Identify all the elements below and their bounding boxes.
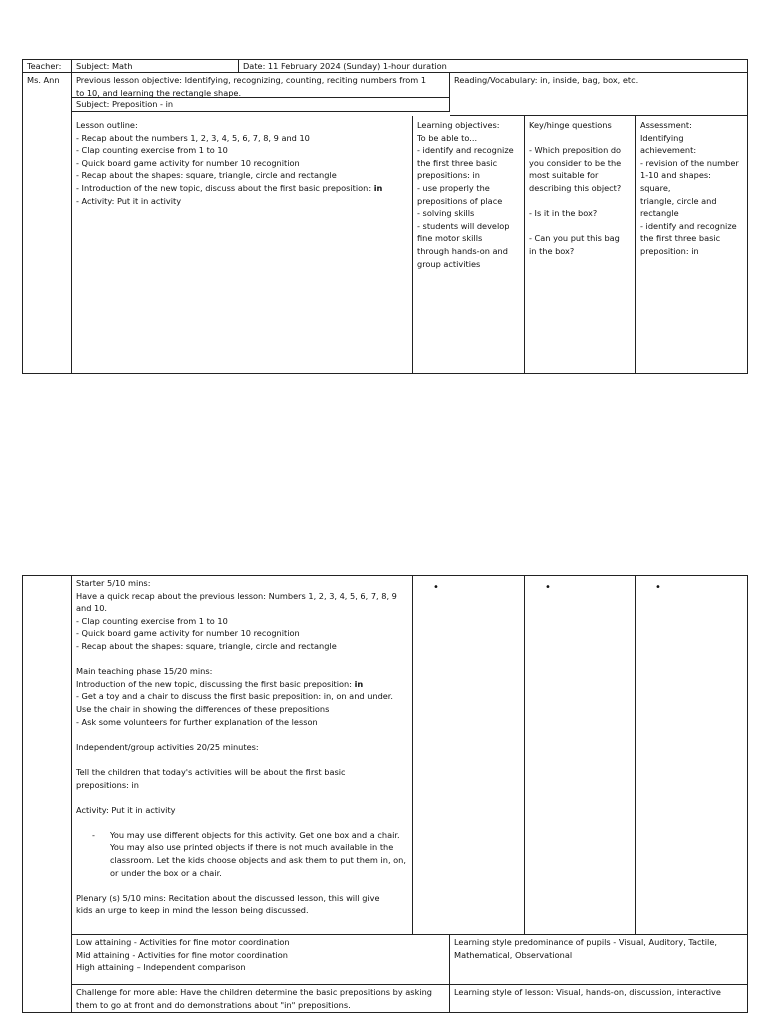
assessment-empty-cell	[636, 576, 747, 935]
objective-line: through hands-on and	[417, 245, 508, 256]
objective-line: prepositions of place	[417, 195, 503, 206]
main-phase-line: Use the chair in showing the differences of these prepositions	[76, 703, 330, 714]
main-phase-line: - Ask some volunteers for further explanation of the lesson	[76, 716, 318, 727]
activity-list	[76, 829, 408, 879]
differentiation-line: Mid attaining - Activities for fine motor coordination	[76, 949, 288, 960]
objective-line: - identify and recognize	[417, 145, 514, 156]
activity-instruction: - You may use different objects for this activity. Get one box and a chair. You may also use printed objects if there is not much available in the classroom. Let the kids choose objects and ask them to put them in, on, or under the box or a chair.	[110, 829, 408, 879]
bold-preposition: in	[373, 182, 383, 193]
challenge-cell	[72, 985, 450, 1012]
starter-line: Have a quick recap about the previous lesson: Numbers 1, 2, 3, 4, 5, 6, 7, 8, 9	[76, 590, 397, 601]
differentiation-cell	[72, 935, 450, 985]
key-question-line: - Which preposition do	[529, 145, 622, 156]
main-phase-intro	[76, 678, 408, 691]
teacher-name-cell	[23, 73, 72, 373]
date-label: Date: 11 February 2024 (Sunday) 1-hour duration	[243, 61, 447, 71]
bullet-point: •	[545, 582, 551, 593]
previous-objective-line: Previous lesson objective: Identifying, recognizing, counting, reciting numbers from 1	[76, 75, 427, 85]
left-empty-cell	[23, 576, 72, 1012]
differentiation-line: High attaining – Independent comparison	[76, 962, 246, 973]
learning-style-lesson-cell	[450, 985, 747, 1012]
spacer	[76, 879, 408, 892]
teacher-name: Ms. Ann	[27, 75, 60, 85]
main-phase-title: Main teaching phase 15/20 mins:	[76, 666, 213, 677]
bullet-point: •	[433, 582, 439, 593]
objective-line: - solving skills	[417, 208, 475, 219]
objective-line: - students will develop	[417, 220, 510, 231]
starter-line: and 10.	[76, 603, 108, 614]
spacer	[76, 653, 408, 666]
bullet-point: •	[655, 582, 661, 593]
subject-label: Subject: Math	[76, 61, 133, 71]
objective-line: fine motor skills	[417, 233, 483, 244]
teacher-label-cell	[23, 60, 72, 73]
key-question-line: - Is it in the box?	[529, 208, 598, 219]
lesson-plan-table-top	[22, 59, 748, 374]
independent-line: prepositions: in	[76, 779, 139, 790]
plenary-line: Plenary (s) 5/10 mins: Recitation about the discussed lesson, this will give	[76, 892, 380, 903]
outline-item: - Clap counting exercise from 1 to 10	[76, 145, 228, 156]
assessment-line: achievement:	[640, 145, 697, 156]
teacher-label: Teacher:	[27, 61, 62, 71]
main-phase-intro-text: Introduction of the new topic, discussing the first basic preposition:	[76, 678, 355, 689]
outline-item: - Quick board game activity for number 10 recognition	[76, 157, 300, 168]
assessment-cell	[636, 116, 747, 373]
assessment-line: - revision of the number	[640, 157, 739, 168]
learning-style-pupils-cell	[450, 935, 747, 985]
main-phase-line: - Get a toy and a chair to discuss the first basic preposition: in, on and under.	[76, 691, 394, 702]
subject-topic-cell	[72, 98, 450, 112]
key-questions-cell	[525, 116, 636, 373]
outline-item-text: - Introduction of the new topic, discuss about the first basic preposition:	[76, 182, 374, 193]
differentiation-line: Low attaining - Activities for fine motor coordination	[76, 937, 290, 947]
independent-line: Tell the children that today's activities will be about the first basic	[76, 766, 346, 777]
assessment-line: the first three basic	[640, 233, 721, 244]
assessment-line: triangle, circle and	[640, 195, 717, 206]
outline-item: - Recap about the numbers 1, 2, 3, 4, 5, 6, 7, 8, 9 and 10	[76, 132, 310, 143]
assessment-line: preposition: in	[640, 245, 699, 256]
previous-objective-cell	[72, 73, 450, 98]
independent-title: Independent/group activities 20/25 minutes:	[76, 741, 259, 752]
starter-line: - Recap about the shapes: square, triangle, circle and rectangle	[76, 640, 337, 651]
lesson-plan-table-bottom	[22, 575, 748, 1013]
spacer	[76, 791, 408, 804]
key-question-line: Key/hinge questions	[529, 120, 612, 130]
assessment-line: - identify and recognize	[640, 220, 737, 231]
subject-topic: Subject: Preposition - in	[76, 99, 174, 109]
key-question-line: - Can you put this bag	[529, 233, 620, 244]
learning-objectives-cell	[413, 116, 525, 373]
spacer	[529, 220, 631, 233]
spacer	[529, 195, 631, 208]
learning-style-lesson: Learning style of lesson: Visual, hands-on, discussion, interactive	[454, 987, 721, 997]
objective-line: - use properly the	[417, 182, 490, 193]
lesson-outline-title: Lesson outline:	[76, 120, 138, 130]
bold-preposition: in	[354, 678, 364, 689]
spacer	[76, 816, 408, 829]
outline-item: - Recap about the shapes: square, triangle, circle and rectangle	[76, 170, 337, 181]
key-question-line: most suitable for	[529, 170, 599, 181]
starter-line: - Quick board game activity for number 10 recognition	[76, 628, 300, 639]
assessment-line: 1-10 and shapes: square,	[640, 170, 711, 193]
subject-cell	[72, 60, 239, 73]
spacer	[529, 132, 631, 145]
assessment-line: Assessment:	[640, 120, 692, 130]
key-question-line: you consider to be the	[529, 157, 622, 168]
spacer	[76, 753, 408, 766]
key-question-line: in the box?	[529, 245, 575, 256]
objective-line: group activities	[417, 258, 481, 269]
previous-objective-line: to 10, and learning the rectangle shape.	[76, 87, 242, 98]
objective-line: the first three basic	[417, 157, 498, 168]
activity-title: Activity: Put it in activity	[76, 804, 176, 815]
outline-item-new-topic	[76, 182, 408, 195]
assessment-line: rectangle	[640, 208, 679, 219]
objective-line: prepositions: in	[417, 170, 480, 181]
lesson-outline-cell	[72, 116, 413, 373]
lesson-phases-cell	[72, 576, 413, 935]
assessment-line: Identifying	[640, 132, 684, 143]
reading-vocabulary: Reading/Vocabulary: in, inside, bag, box, etc.	[454, 75, 639, 85]
objective-line: To be able to...	[417, 132, 478, 143]
challenge-text: Challenge for more able: Have the children determine the basic prepositions by asking them to go at front and do demonstrations about "in" prepositions.	[76, 987, 432, 1010]
spacer	[76, 728, 408, 741]
learning-style-pupils: Learning style predominance of pupils - Visual, Auditory, Tactile, Mathematical, Observational	[454, 937, 717, 960]
starter-line: - Clap counting exercise from 1 to 10	[76, 615, 228, 626]
reading-vocabulary-cell	[450, 73, 747, 116]
starter-title: Starter 5/10 mins:	[76, 578, 151, 588]
questions-empty-cell	[525, 576, 636, 935]
key-question-line: describing this object?	[529, 182, 622, 193]
plenary-line: kids an urge to keep in mind the lesson being discussed.	[76, 905, 309, 916]
objectives-empty-cell	[413, 576, 525, 935]
date-cell	[239, 60, 747, 73]
objective-line: Learning objectives:	[417, 120, 500, 130]
outline-item: - Activity: Put it in activity	[76, 195, 182, 206]
